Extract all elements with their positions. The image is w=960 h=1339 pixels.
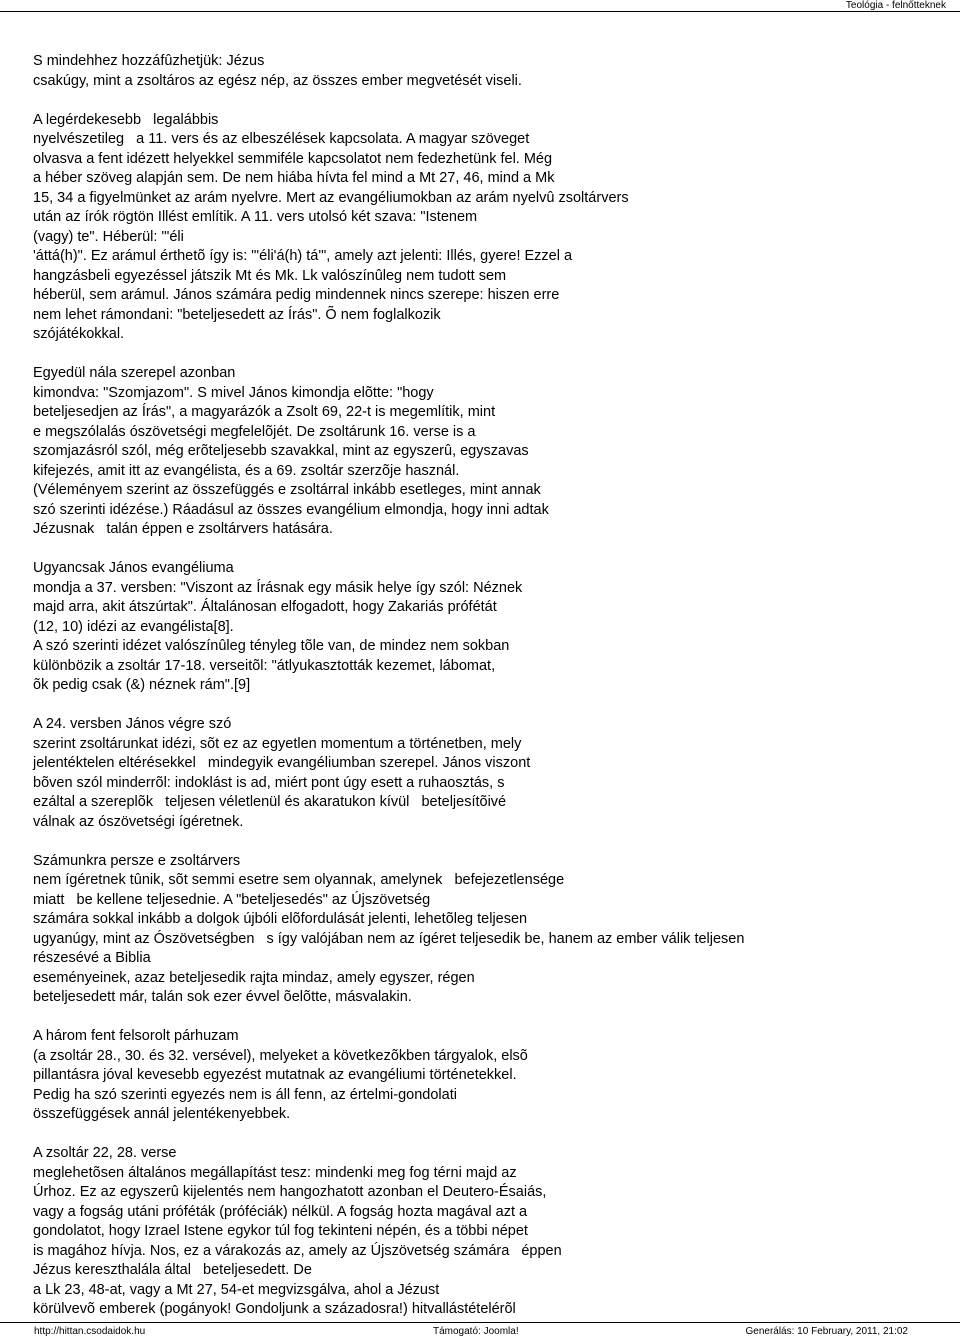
- text-line: ugyanúgy, mint az Ószövetségben s így valójában nem az ígéret teljesedik be, hanem az ember válik teljesen: [33, 930, 745, 947]
- paragraph: [33, 52, 938, 91]
- text-line: szó szerinti idézése.) Ráadásul az összes evangélium elmondja, hogy inni adtak: [33, 501, 549, 518]
- paragraph: [33, 1144, 938, 1320]
- text-line: Ugyancsak János evangéliuma: [33, 560, 234, 576]
- text-line: után az írók rögtön Illést említik. A 11. vers utolsó két szava: "Istenem: [33, 209, 478, 225]
- text-line: jelentéktelen eltérésekkel mindegyik evangéliumban szerepel. János viszont: [33, 755, 531, 771]
- text-line: 15, 34 a figyelmünket az arám nyelvre. Mert az evangéliumokban az arám nyelvû zsoltárvers: [33, 189, 629, 206]
- footer-generated-text: Generálás: 10 February, 2011, 21:02: [745, 1326, 908, 1337]
- text-line: A legérdekesebb legalábbis: [33, 111, 219, 128]
- text-line: meglehetõsen általános megállapítást tesz: mindenki meg fog térni majd az: [33, 1164, 517, 1181]
- paragraph: [33, 1027, 938, 1125]
- text-line: részesévé a Biblia: [33, 950, 151, 966]
- text-line: (12, 10) idézi az evangélista[8].: [33, 618, 234, 635]
- page-footer: [0, 1322, 960, 1339]
- text-line: nyelvészetileg a 11. vers és az elbeszélések kapcsolata. A magyar szöveget: [33, 131, 530, 147]
- text-line: összefüggések annál jelentékenyebbek.: [33, 1106, 291, 1122]
- text-line: õk pedig csak (&) néznek rám".[9]: [33, 677, 251, 693]
- text-line: vagy a fogság utáni próféták (próféciák) nélkül. A fogság hozta magával azt a: [33, 1203, 528, 1220]
- text-line: A szó szerinti idézet valószínûleg tényleg tõle van, de mindez nem sokban: [33, 638, 510, 654]
- text-line: e megszólalás ószövetségi megfelelõjét. De zsoltárunk 16. verse is a: [33, 423, 476, 440]
- text-line: nem lehet rámondani: "beteljesedett az Írás". Õ nem foglalkozik: [33, 306, 441, 323]
- text-line: Jézus kereszthalála által beteljesedett. De: [33, 1262, 312, 1278]
- text-line: olvasva a fent idézett helyekkel semmiféle kapcsolatot nem fedezhetünk fel. Még: [33, 150, 553, 167]
- text-line: csakúgy, mint a zsoltáros az egész nép, az összes ember megvetését viseli.: [33, 72, 522, 89]
- text-line: beteljesedett már, talán sok ezer évvel õelõtte, másvalakin.: [33, 989, 412, 1005]
- text-line: a héber szöveg alapján sem. De nem hiába hívta fel mind a Mt 27, 46, mind a Mk: [33, 170, 555, 186]
- footer-url-link[interactable]: http://hittan.csodaidok.hu: [34, 1326, 146, 1337]
- text-line: 'áttá(h)". Ez arámul érthetõ így is: "'éli'á(h) tá'", amely azt jelenti: Illés, gyere! Ezzel a: [33, 248, 573, 264]
- text-line: Úrhoz. Ez az egyszerû kijelentés nem hangozhatott azonban el Deutero-Ésaiás,: [33, 1184, 547, 1200]
- text-line: Egyedül nála szerepel azonban: [33, 365, 236, 381]
- paragraph: [33, 852, 938, 1008]
- text-line: A 24. versben János végre szó: [33, 716, 232, 732]
- text-line: miatt be kellene teljesednie. A "beteljesedés" az Újszövetség: [33, 891, 431, 908]
- text-line: válnak az ószövetségi ígéretnek.: [33, 813, 244, 830]
- text-line: kimondva: "Szomjazom". S mivel János kimondja elõtte: "hogy: [33, 384, 434, 401]
- text-line: héberül, sem arámul. János számára pedig mindennek nincs szerepe: hiszen erre: [33, 287, 560, 303]
- footer-support-text: Támogató: Joomla!: [433, 1326, 519, 1337]
- text-line: hangzásbeli egyezéssel játszik Mt és Mk. Lk valószínûleg nem tudott sem: [33, 267, 507, 284]
- page-header: [0, 0, 960, 12]
- text-line: A három fent felsorolt párhuzam: [33, 1028, 239, 1044]
- text-line: kifejezés, amit itt az evangélista, és a 69. zsoltár szerzõje használ.: [33, 462, 460, 479]
- text-line: (vagy) te". Héberül: "'éli: [33, 228, 184, 245]
- text-line: számára sokkal inkább a dolgok újbóli elõfordulását jelenti, lehetõleg teljesen: [33, 911, 528, 927]
- paragraph: [33, 111, 938, 345]
- text-line: (a zsoltár 28., 30. és 32. versével), melyeket a következõkben tárgyalok, elsõ: [33, 1047, 528, 1064]
- text-line: (Véleményem szerint az összefüggés e zsoltárral inkább esetleges, mint annak: [33, 482, 541, 498]
- text-line: Jézusnak talán éppen e zsoltárvers hatására.: [33, 521, 333, 537]
- text-line: körülvevõ emberek (pogányok! Gondoljunk a századosra!) hitvallástételérõl: [33, 1301, 516, 1317]
- paragraph: [33, 559, 938, 696]
- text-line: bõven szól minderrõl: indoklást is ad, miért pont úgy esett a ruhaosztás, s: [33, 774, 505, 791]
- text-line: szójátékokkal.: [33, 326, 125, 342]
- text-line: szerint zsoltárunkat idézi, sõt ez az egyetlen momentum a történetben, mely: [33, 735, 522, 752]
- text-line: a Lk 23, 48-at, vagy a Mt 27, 54-et megvizsgálva, ahol a Jézust: [33, 1281, 440, 1298]
- document-body: [33, 52, 938, 1339]
- text-line: pillantásra jóval kevesebb egyezést mutatnak az evangéliumi történetekkel.: [33, 1067, 517, 1083]
- text-line: mondja a 37. versben: "Viszont az Írásnak egy másik helye így szól: Néznek: [33, 579, 523, 596]
- text-line: majd arra, akit átszúrtak". Általánosan elfogadott, hogy Zakariás prófétát: [33, 599, 497, 615]
- text-line: Pedig ha szó szerinti egyezés nem is áll fenn, az értelmi-gondolati: [33, 1086, 457, 1103]
- text-line: A zsoltár 22, 28. verse: [33, 1145, 177, 1161]
- text-line: S mindehhez hozzáfûzhetjük: Jézus: [33, 53, 265, 69]
- text-line: különbözik a zsoltár 17-18. verseitõl: "átlyukasztották kezemet, lábomat,: [33, 657, 496, 674]
- text-line: is magához hívja. Nos, ez a várakozás az, amely az Újszövetség számára éppen: [33, 1242, 562, 1259]
- paragraph: [33, 715, 938, 832]
- text-line: nem ígéretnek tûnik, sõt semmi esetre sem olyannak, amelynek befejezetlensége: [33, 872, 565, 888]
- text-line: ezáltal a szereplõk teljesen véletlenül és akaratukon kívül beteljesítõivé: [33, 794, 507, 810]
- text-line: Számunkra persze e zsoltárvers: [33, 852, 241, 869]
- text-line: szomjazásról szól, még erõteljesebb szavakkal, mint az egyszerû, egyszavas: [33, 443, 529, 459]
- text-line: gondolatot, hogy Izrael Istene egykor túl fog tekinteni népén, és a többi népet: [33, 1223, 528, 1239]
- text-line: eseményeinek, azaz beteljesedik rajta mindaz, amely egyszer, régen: [33, 969, 475, 986]
- paragraph: [33, 364, 938, 540]
- text-line: beteljesedjen az Írás", a magyarázók a Zsolt 69, 22-t is megemlítik, mint: [33, 404, 496, 420]
- header-title: Teológia - felnőtteknek: [845, 0, 946, 11]
